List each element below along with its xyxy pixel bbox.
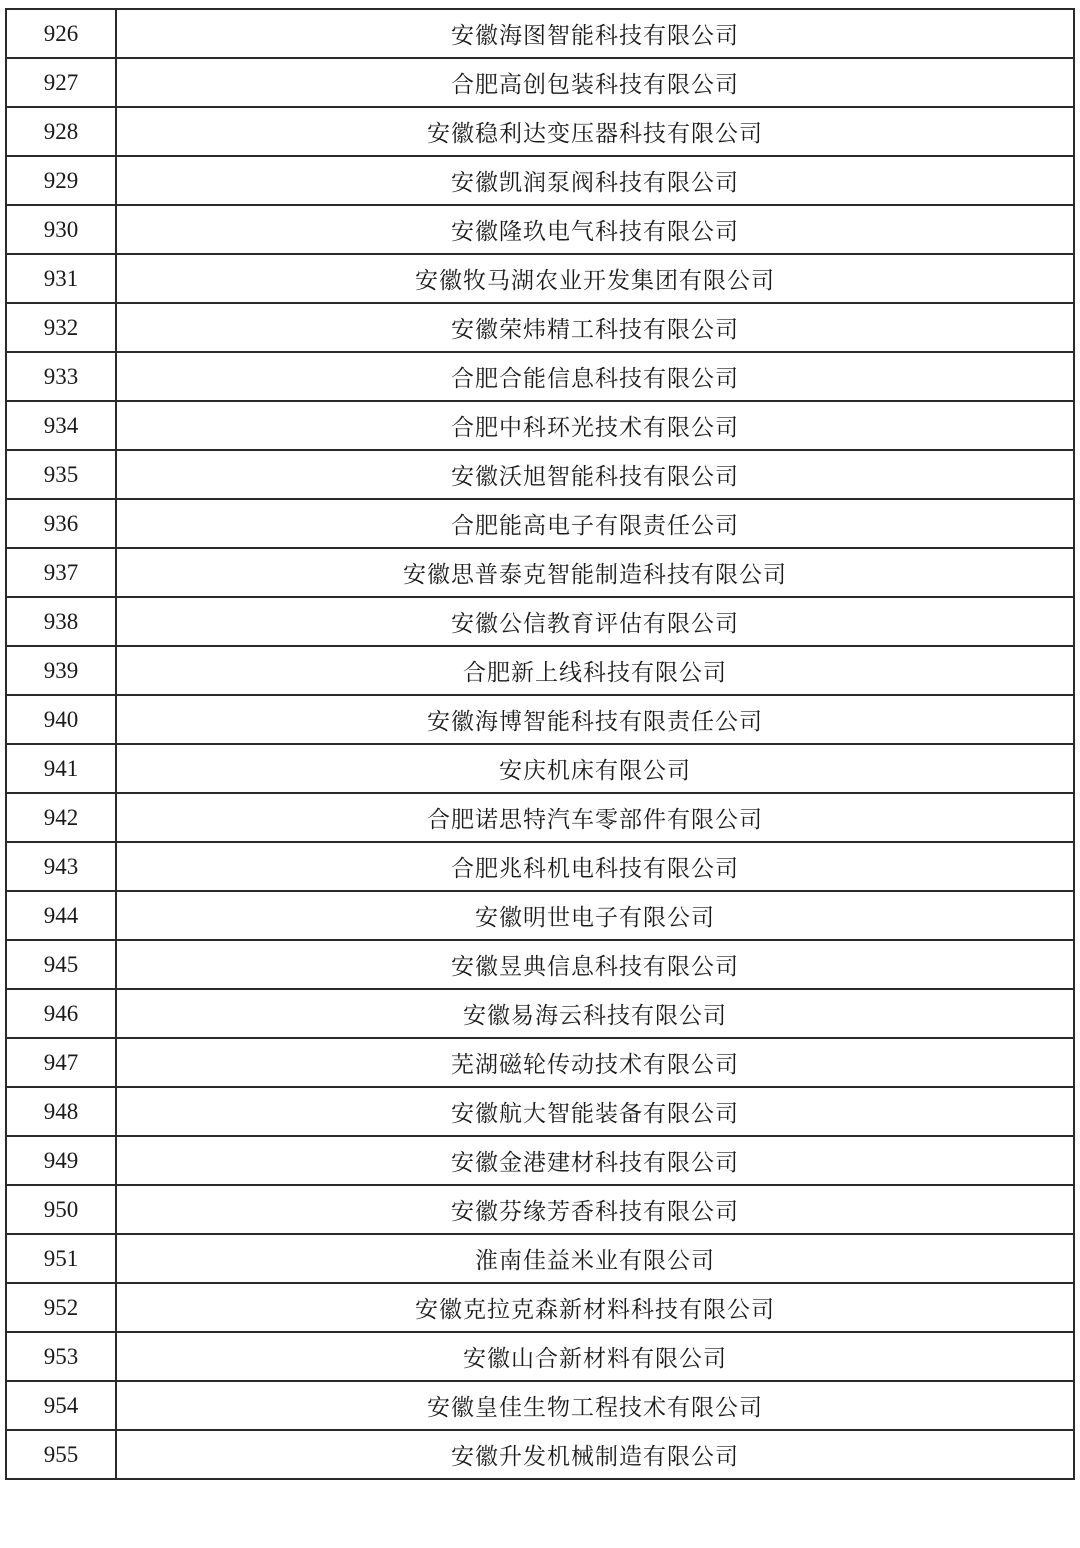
table-row: [6, 597, 1074, 646]
company-name: 安徽公信教育评估有限公司: [116, 597, 1074, 646]
table-row: [6, 401, 1074, 450]
row-number: 934: [6, 401, 116, 450]
row-number: 944: [6, 891, 116, 940]
row-number: 947: [6, 1038, 116, 1087]
company-name: 安徽牧马湖农业开发集团有限公司: [116, 254, 1074, 303]
company-name: 安徽海博智能科技有限责任公司: [116, 695, 1074, 744]
table-body: [6, 9, 1074, 1479]
row-number: 943: [6, 842, 116, 891]
table-row: [6, 1430, 1074, 1479]
company-name: 安徽稳利达变压器科技有限公司: [116, 107, 1074, 156]
table-row: [6, 744, 1074, 793]
table-row: [6, 1381, 1074, 1430]
row-number: 949: [6, 1136, 116, 1185]
table-row: [6, 303, 1074, 352]
company-name: 安徽克拉克森新材料科技有限公司: [116, 1283, 1074, 1332]
company-name: 安徽皇佳生物工程技术有限公司: [116, 1381, 1074, 1430]
company-name: 安徽山合新材料有限公司: [116, 1332, 1074, 1381]
row-number: 933: [6, 352, 116, 401]
row-number: 930: [6, 205, 116, 254]
table-row: [6, 254, 1074, 303]
company-name: 安徽荣炜精工科技有限公司: [116, 303, 1074, 352]
company-name: 安徽明世电子有限公司: [116, 891, 1074, 940]
table-row: [6, 352, 1074, 401]
company-name: 安徽凯润泵阀科技有限公司: [116, 156, 1074, 205]
company-name: 安徽升发机械制造有限公司: [116, 1430, 1074, 1479]
company-name: 安徽昱典信息科技有限公司: [116, 940, 1074, 989]
table-row: [6, 1185, 1074, 1234]
table-row: [6, 1332, 1074, 1381]
row-number: 939: [6, 646, 116, 695]
company-name: 合肥新上线科技有限公司: [116, 646, 1074, 695]
row-number: 941: [6, 744, 116, 793]
table-row: [6, 940, 1074, 989]
row-number: 938: [6, 597, 116, 646]
table-row: [6, 1136, 1074, 1185]
table-row: [6, 793, 1074, 842]
table-row: [6, 548, 1074, 597]
company-name: 安徽沃旭智能科技有限公司: [116, 450, 1074, 499]
row-number: 953: [6, 1332, 116, 1381]
table-row: [6, 989, 1074, 1038]
company-name: 安徽海图智能科技有限公司: [116, 9, 1074, 58]
company-name: 合肥高创包装科技有限公司: [116, 58, 1074, 107]
company-list-table: [5, 8, 1075, 1480]
row-number: 936: [6, 499, 116, 548]
table-row: [6, 1234, 1074, 1283]
row-number: 928: [6, 107, 116, 156]
company-name: 安徽隆玖电气科技有限公司: [116, 205, 1074, 254]
table-row: [6, 107, 1074, 156]
row-number: 927: [6, 58, 116, 107]
table-row: [6, 646, 1074, 695]
company-name: 合肥合能信息科技有限公司: [116, 352, 1074, 401]
company-name: 淮南佳益米业有限公司: [116, 1234, 1074, 1283]
company-name: 合肥诺思特汽车零部件有限公司: [116, 793, 1074, 842]
table-row: [6, 1087, 1074, 1136]
company-name: 安徽思普泰克智能制造科技有限公司: [116, 548, 1074, 597]
company-name: 芜湖磁轮传动技术有限公司: [116, 1038, 1074, 1087]
table-row: [6, 842, 1074, 891]
table-row: [6, 499, 1074, 548]
company-name: 安徽芬缘芳香科技有限公司: [116, 1185, 1074, 1234]
table-row: [6, 58, 1074, 107]
row-number: 940: [6, 695, 116, 744]
row-number: 952: [6, 1283, 116, 1332]
row-number: 951: [6, 1234, 116, 1283]
table-row: [6, 156, 1074, 205]
row-number: 926: [6, 9, 116, 58]
table-row: [6, 9, 1074, 58]
table-row: [6, 205, 1074, 254]
table-row: [6, 891, 1074, 940]
company-name: 安庆机床有限公司: [116, 744, 1074, 793]
row-number: 929: [6, 156, 116, 205]
row-number: 942: [6, 793, 116, 842]
row-number: 945: [6, 940, 116, 989]
table-row: [6, 695, 1074, 744]
company-name: 合肥中科环光技术有限公司: [116, 401, 1074, 450]
table-row: [6, 450, 1074, 499]
row-number: 948: [6, 1087, 116, 1136]
row-number: 950: [6, 1185, 116, 1234]
company-name: 安徽易海云科技有限公司: [116, 989, 1074, 1038]
table-row: [6, 1283, 1074, 1332]
row-number: 932: [6, 303, 116, 352]
company-name: 安徽航大智能装备有限公司: [116, 1087, 1074, 1136]
row-number: 946: [6, 989, 116, 1038]
company-name: 合肥能高电子有限责任公司: [116, 499, 1074, 548]
company-name: 安徽金港建材科技有限公司: [116, 1136, 1074, 1185]
table-row: [6, 1038, 1074, 1087]
row-number: 954: [6, 1381, 116, 1430]
company-name: 合肥兆科机电科技有限公司: [116, 842, 1074, 891]
row-number: 931: [6, 254, 116, 303]
row-number: 955: [6, 1430, 116, 1479]
row-number: 937: [6, 548, 116, 597]
row-number: 935: [6, 450, 116, 499]
